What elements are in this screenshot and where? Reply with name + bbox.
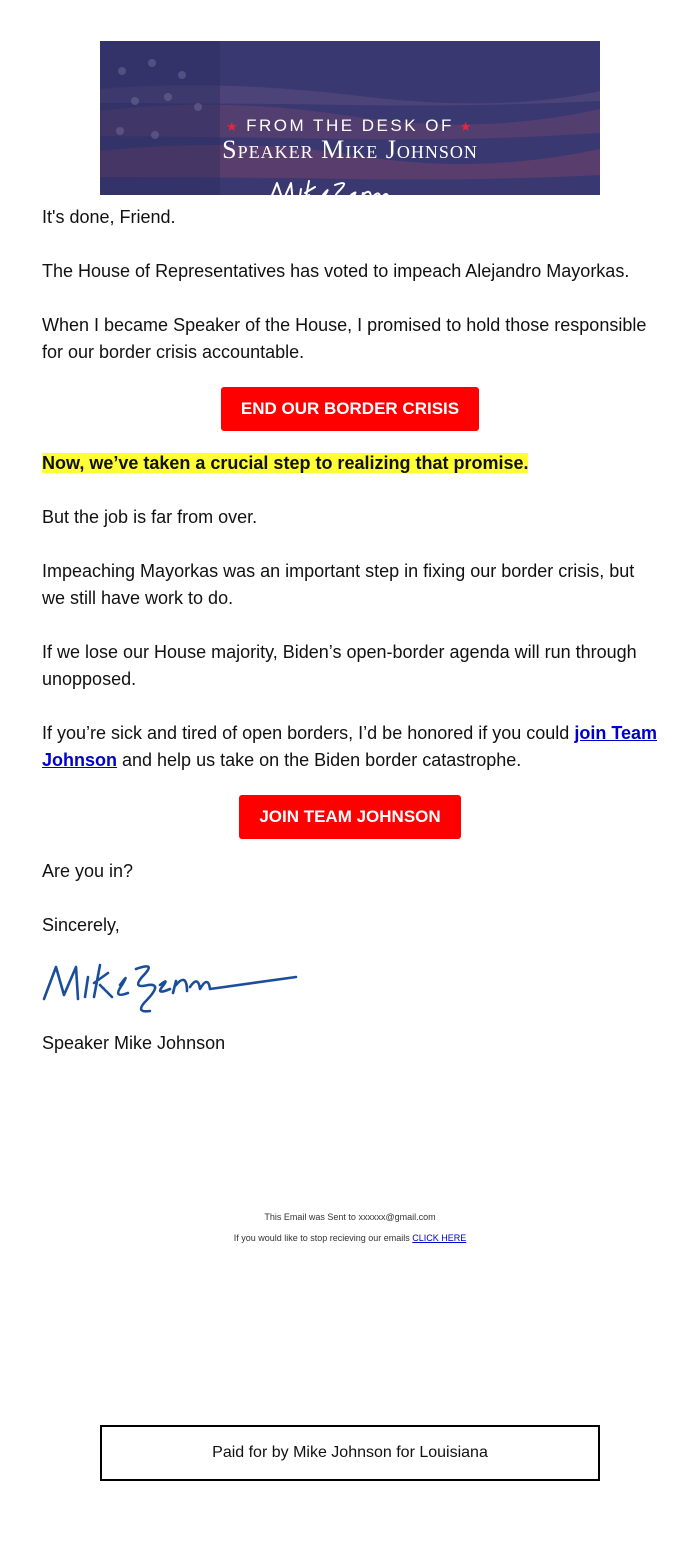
star-icon: ★ xyxy=(459,119,475,134)
unsubscribe-link[interactable]: CLICK HERE xyxy=(412,1233,467,1243)
join-team-johnson-link[interactable]: join Team Johnson xyxy=(42,723,658,770)
closing-text: Sincerely, xyxy=(42,915,120,935)
paragraph-majority: If we lose our House majority, Biden’s open-border agenda will run through unopposed. xyxy=(42,642,637,689)
highlight-text: Now, we’ve taken a crucial step to realizing that promise. xyxy=(42,453,529,473)
unsubscribe-notice: If you would like to stop recieving our emails CLICK HERE xyxy=(233,1233,467,1243)
greeting: It's done, Friend. xyxy=(42,207,176,227)
paragraph-promise: When I became Speaker of the House, I promised to hold those responsible for our border crisis accountable. xyxy=(42,315,647,362)
header-banner xyxy=(100,41,600,195)
paid-for-disclaimer: Paid for by Mike Johnson for Louisiana xyxy=(100,1425,600,1481)
star-icon: ★ xyxy=(225,119,241,134)
signature-icon xyxy=(265,175,475,195)
paragraph-impeach: The House of Representatives has voted to impeach Alejandro Mayorkas. xyxy=(42,261,630,281)
sent-to-notice: This Email was Sent to xxxxxx@gmail.com xyxy=(264,1212,436,1222)
banner-title: Speaker Mike Johnson xyxy=(222,135,478,164)
paragraph-join: If you’re sick and tired of open borders, I’d be honored if you could join Team Johnson and help us take on the Biden border catastrophe. xyxy=(42,723,658,770)
join-team-johnson-button[interactable]: JOIN TEAM JOHNSON xyxy=(239,795,461,839)
paragraph-work-to-do: Impeaching Mayorkas was an important step in fixing our border crisis, but we still have work to do. xyxy=(42,561,635,608)
signature-icon xyxy=(40,955,300,1017)
paragraph-job-not-over: But the job is far from over. xyxy=(42,507,258,527)
signer-name: Speaker Mike Johnson xyxy=(42,1033,226,1053)
ask-text: Are you in? xyxy=(42,861,134,881)
banner-kicker: ★ FROM THE DESK OF ★ xyxy=(225,116,475,135)
highlighted-statement xyxy=(42,450,662,477)
end-border-crisis-button[interactable]: END OUR BORDER CRISIS xyxy=(221,387,479,431)
